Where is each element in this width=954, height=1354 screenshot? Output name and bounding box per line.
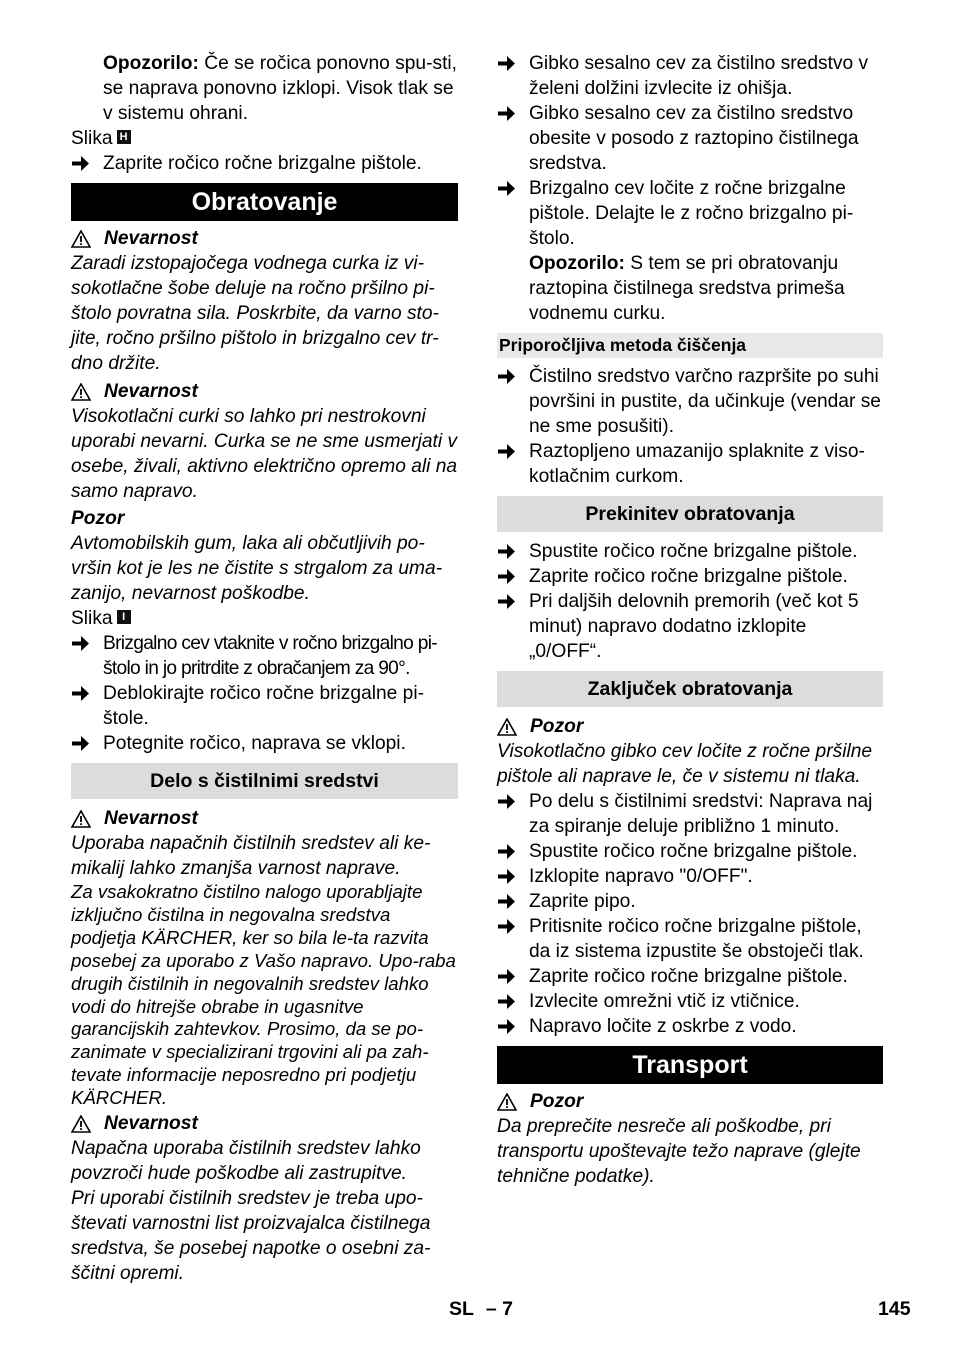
bullet-item bbox=[497, 101, 883, 176]
bullet-item bbox=[497, 964, 883, 989]
arrow-right-icon bbox=[71, 631, 93, 656]
bullet-item bbox=[497, 589, 883, 664]
danger-title: Nevarnost bbox=[104, 808, 198, 829]
bullet-text: Zaprite pipo. bbox=[529, 891, 636, 912]
bullet-text: Čistilno sredstvo varčno razpršite po suhi površini in pustite, da učinkuje (vendar se ne sme posušiti). bbox=[529, 366, 881, 437]
figure-ref-i bbox=[71, 606, 458, 631]
danger-title: Nevarnost bbox=[104, 1113, 198, 1134]
danger-text: Visokotlačni curki so lahko pri nestrokovni uporabi nevarni. Curka se ne sme usmerjati v osebe, živali, aktivno električno opremo ali na samo napravo. bbox=[71, 406, 458, 502]
arrow-right-icon bbox=[497, 364, 519, 389]
bullet-item bbox=[497, 989, 883, 1014]
arrow-right-icon bbox=[497, 51, 519, 76]
bullet-item bbox=[497, 789, 883, 839]
danger-heading bbox=[71, 379, 458, 404]
danger-text: Uporaba napačnih čistilnih sredstev ali ke-mikalij lahko zmanjša varnost naprave. bbox=[71, 833, 431, 879]
bullet-item bbox=[497, 914, 883, 964]
bullet-text: Zaprite ročico ročne brizgalne pištole. bbox=[529, 566, 848, 587]
bullet-text: Po delu s čistilnimi sredstvi: Naprava naj za spiranje deluje približno 1 minuto. bbox=[529, 791, 873, 837]
bullet-text: Spustite ročico ročne brizgalne pištole. bbox=[529, 841, 858, 862]
footer-language bbox=[449, 1297, 513, 1322]
arrow-right-icon bbox=[497, 439, 519, 464]
caution-text: Da preprečite nesreče ali poškodbe, pri transportu upoštevajte težo naprave (glejte tehnične podatke). bbox=[497, 1116, 861, 1187]
caution-heading: Pozor bbox=[71, 508, 125, 529]
danger-heading bbox=[71, 226, 458, 251]
bullet-text: Raztopljeno umazanijo splaknite z viso-kotlačnim curkom. bbox=[529, 441, 865, 487]
bullet-text: Pri daljših delovnih premorih (več kot 5 minut) napravo dodatno izklopite „0/OFF“. bbox=[529, 591, 859, 662]
warning-text: S tem se pri obratovanju raztopina čistilnega sredstva primeša vodnemu curku. bbox=[529, 253, 845, 324]
caution-heading bbox=[497, 1089, 883, 1114]
warning-note bbox=[497, 251, 883, 326]
caution-title: Pozor bbox=[530, 1091, 584, 1112]
warning-note bbox=[71, 51, 458, 126]
danger-text: Napačna uporaba čistilnih sredstev lahko povzroči hude poškodbe ali zastrupitve. bbox=[71, 1138, 421, 1184]
bullet-text: Zaprite ročico ročne brizgalne pištole. bbox=[103, 153, 422, 174]
danger-heading bbox=[71, 806, 458, 831]
arrow-right-icon bbox=[497, 889, 519, 914]
bullet-text: Spustite ročico ročne brizgalne pištole. bbox=[529, 541, 858, 562]
section-heading-transport: Transport bbox=[497, 1046, 883, 1084]
section-page: – 7 bbox=[485, 1298, 514, 1320]
bullet-item bbox=[497, 864, 883, 889]
bullet-item bbox=[497, 564, 883, 589]
arrow-right-icon bbox=[497, 101, 519, 126]
arrow-right-icon bbox=[497, 989, 519, 1014]
bullet-item bbox=[497, 364, 883, 439]
bullet-item bbox=[71, 731, 458, 756]
arrow-right-icon bbox=[497, 539, 519, 564]
danger-text: Zaradi izstopajočega vodnega curka iz vi-sokotlačne šobe deluje na ročno pršilno pi-štolo povratna sila. Poskrbite, da varno sto-jite, ročno pršilno pištolo in brizgalno cev tr-dno držite. bbox=[71, 253, 439, 374]
danger-text: Pri uporabi čistilnih sredstev je treba upo-števati varnostni list proizvajalca čistilnega sredstva, še posebej napotke o osebni za-ščitni opremi. bbox=[71, 1188, 431, 1284]
bullet-item bbox=[497, 51, 883, 101]
arrow-right-icon bbox=[497, 839, 519, 864]
bullet-item bbox=[497, 839, 883, 864]
bullet-text: Izklopite napravo "0/OFF". bbox=[529, 866, 753, 887]
arrow-right-icon bbox=[71, 731, 93, 756]
bullet-item bbox=[71, 631, 458, 681]
bullet-text: Deblokirajte ročico ročne brizgalne pi-štole. bbox=[103, 683, 425, 729]
caution-title: Pozor bbox=[530, 716, 584, 737]
bullet-text: Gibko sesalno cev za čistilno sredstvo obesite v posodo z raztopino čistilnega sredstva. bbox=[529, 103, 859, 174]
bullet-item bbox=[497, 889, 883, 914]
section-heading-prekinitev: Prekinitev obratovanja bbox=[497, 496, 883, 532]
arrow-right-icon bbox=[497, 914, 519, 939]
danger-title: Nevarnost bbox=[104, 381, 198, 402]
warning-label: Opozorilo: bbox=[103, 53, 199, 74]
bullet-item bbox=[71, 681, 458, 731]
bullet-text: Izvlecite omrežni vtič iz vtičnice. bbox=[529, 991, 800, 1012]
bullet-text: Brizgalno cev vtaknite v ročno brizgalno pi-štolo in jo pritrdite z obračanjem za 90°. bbox=[103, 633, 437, 679]
figure-letter-box: I bbox=[117, 610, 131, 624]
arrow-right-icon bbox=[71, 681, 93, 706]
bullet-text: Gibko sesalno cev za čistilno sredstvo v želeni dolžini izvlecite iz ohišja. bbox=[529, 53, 869, 99]
bullet-item bbox=[71, 151, 458, 176]
language-code: SL bbox=[449, 1298, 474, 1320]
bullet-text: Brizgalno cev ločite z ročne brizgalne pištole. Delajte le z ročno brizgalno pi-štolo. bbox=[529, 178, 854, 249]
figure-label: Slika bbox=[71, 128, 113, 149]
caution-text: Visokotlačno gibko cev ločite z ročne pršilne pištole ali naprave le, če v sistemu ni tlaka. bbox=[497, 741, 873, 787]
warning-label: Opozorilo: bbox=[529, 253, 625, 274]
caution-text: Avtomobilskih gum, laka ali občutljivih po-vršin kot je les ne čistite s strgalom za uma-zanijo, nevarnost poškodbe. bbox=[71, 533, 443, 604]
danger-text: Za vsakokratno čistilno nalogo uporabljajte izključno čistilna in negovalna sredstva podjetja KÄRCHER, ker so bila le-ta razvita posebej za uporabo z Vašo napravo. Upo-raba drugih čistilnih in negovalnih sredstev lahko vodi do hitrejše obrabe in ugasnitve garancijskih zahtevkov. Prosimo, da se po-zanimate v specializirani trgovini ali pa zah-tevate informacije neposredno pri podjetju KÄRCHER. bbox=[71, 881, 456, 1109]
arrow-right-icon bbox=[497, 864, 519, 889]
bullet-item bbox=[497, 1014, 883, 1039]
bullet-item bbox=[497, 176, 883, 251]
caution-heading bbox=[497, 714, 883, 739]
bullet-text: Zaprite ročico ročne brizgalne pištole. bbox=[529, 966, 848, 987]
danger-heading bbox=[71, 1111, 458, 1136]
figure-letter-box: H bbox=[117, 130, 131, 144]
arrow-right-icon bbox=[497, 789, 519, 814]
bullet-text: Napravo ločite z oskrbe z vodo. bbox=[529, 1016, 797, 1037]
section-heading-obratovanje: Obratovanje bbox=[71, 183, 458, 221]
subsection-heading-priporocljiva: Priporočljiva metoda čiščenja bbox=[497, 333, 883, 358]
danger-title: Nevarnost bbox=[104, 228, 198, 249]
arrow-right-icon bbox=[497, 564, 519, 589]
bullet-text: Potegnite ročico, naprava se vklopi. bbox=[103, 733, 406, 754]
arrow-right-icon bbox=[71, 151, 93, 176]
figure-label: Slika bbox=[71, 608, 113, 629]
section-heading-zakljucek: Zaključek obratovanja bbox=[497, 671, 883, 707]
section-heading-delo: Delo s čistilnimi sredstvi bbox=[71, 763, 458, 799]
page-number: 145 bbox=[878, 1298, 911, 1320]
bullet-item bbox=[497, 439, 883, 489]
bullet-item bbox=[497, 539, 883, 564]
figure-ref-h bbox=[71, 126, 458, 151]
arrow-right-icon bbox=[497, 964, 519, 989]
warning-text: Če se ročica ponovno spu-sti, se naprava ponovno izklopi. Visok tlak se v sistemu ohrani. bbox=[103, 53, 458, 124]
bullet-text: Pritisnite ročico ročne brizgalne pištole, da iz sistema izpustite še obstoječi tlak. bbox=[529, 916, 864, 962]
arrow-right-icon bbox=[497, 1014, 519, 1039]
arrow-right-icon bbox=[497, 589, 519, 614]
arrow-right-icon bbox=[497, 176, 519, 201]
